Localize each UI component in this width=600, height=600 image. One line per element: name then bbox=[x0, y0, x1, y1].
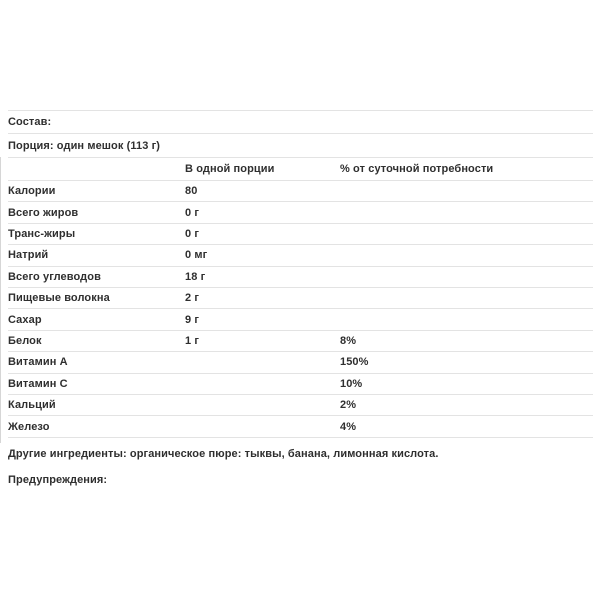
row-label: Сахар bbox=[8, 313, 42, 326]
warnings-label: Предупреждения: bbox=[8, 473, 108, 486]
row-daily-value: 150% bbox=[340, 356, 369, 369]
row-label: Калории bbox=[8, 185, 56, 198]
table-row-total-fat bbox=[8, 201, 593, 222]
row-amount: 18 г bbox=[185, 270, 206, 283]
table-left-border bbox=[0, 157, 1, 443]
row-amount: 9 г bbox=[185, 313, 200, 326]
row-daily-value: 2% bbox=[340, 399, 357, 412]
row-amount: 0 г bbox=[185, 228, 200, 241]
nutrition-table bbox=[8, 110, 593, 486]
serving-size-label: Порция: один мешок (113 г) bbox=[8, 139, 161, 152]
composition-label: Состав: bbox=[8, 116, 52, 128]
row-label: Железо bbox=[8, 420, 50, 433]
row-daily-value: 10% bbox=[340, 377, 363, 390]
row-amount: 0 мг bbox=[185, 249, 208, 262]
row-daily-value: 4% bbox=[340, 420, 357, 433]
table-row-iron bbox=[8, 415, 593, 436]
row-label: Всего жиров bbox=[8, 206, 79, 219]
row-amount: 0 г bbox=[185, 206, 200, 219]
composition-row bbox=[8, 110, 593, 133]
row-label: Всего углеводов bbox=[8, 270, 101, 283]
row-label: Кальций bbox=[8, 399, 56, 412]
table-row-dietary-fiber bbox=[8, 287, 593, 308]
row-label: Транс-жиры bbox=[8, 228, 76, 241]
table-header-row bbox=[8, 157, 593, 180]
row-daily-value: 8% bbox=[340, 335, 357, 348]
table-row-protein bbox=[8, 330, 593, 351]
table-row-trans-fat bbox=[8, 223, 593, 244]
table-bottom-divider bbox=[8, 437, 593, 438]
table-row-total-carbs bbox=[8, 266, 593, 287]
table-row-calories bbox=[8, 180, 593, 201]
table-row-vitamin-c bbox=[8, 373, 593, 394]
other-ingredients-text: Другие ингредиенты: органическое пюре: тыквы, банана, лимонная кислота. bbox=[8, 447, 439, 460]
row-label: Витамин A bbox=[8, 356, 68, 369]
row-amount: 1 г bbox=[185, 335, 200, 348]
row-amount: 80 bbox=[185, 185, 198, 198]
row-amount: 2 г bbox=[185, 292, 200, 305]
column-header-daily-value: % от суточной потребности bbox=[340, 163, 494, 175]
table-row-calcium bbox=[8, 394, 593, 415]
row-label: Белок bbox=[8, 335, 42, 348]
row-label: Натрий bbox=[8, 249, 49, 262]
row-label: Витамин C bbox=[8, 377, 68, 390]
table-row-vitamin-a bbox=[8, 351, 593, 372]
serving-size-row bbox=[8, 133, 593, 157]
column-header-per-serving: В одной порции bbox=[185, 163, 275, 175]
table-row-sugar bbox=[8, 308, 593, 329]
table-row-sodium bbox=[8, 244, 593, 265]
row-label: Пищевые волокна bbox=[8, 292, 110, 305]
